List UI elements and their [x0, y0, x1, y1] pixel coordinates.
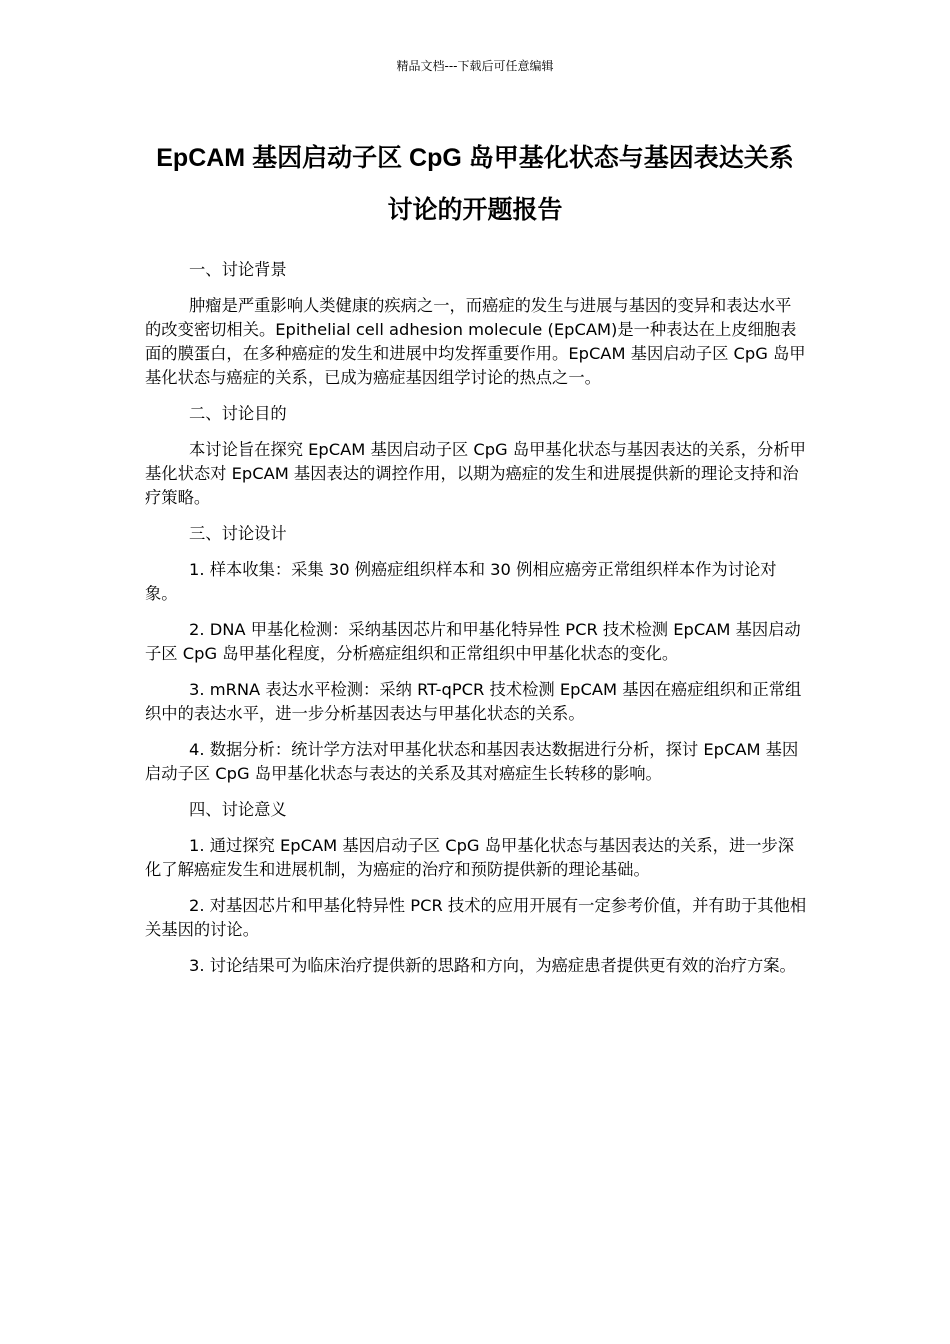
section-heading-design: 三、讨论设计 [189, 524, 287, 543]
title-line-2: 讨论的开题报告 [387, 196, 563, 224]
title-line-1: EpCAM 基因启动子区 CpG 岛甲基化状态与基因表达关系 [156, 144, 794, 172]
significance-item-2: 2. 对基因芯片和甲基化特异性 PCR 技术的应用开展有一定参考价值，并有助于其他相关基因的讨论。 [145, 896, 807, 939]
design-item-3: 3. mRNA 表达水平检测：采纳 RT-qPCR 技术检测 EpCAM 基因在癌症组织和正常组织中的表达水平，进一步分析基因表达与甲基化状态的关系。 [145, 680, 802, 723]
paragraph-purpose: 本讨论旨在探究 EpCAM 基因启动子区 CpG 岛甲基化状态与基因表达的关系，分析甲基化状态对 EpCAM 基因表达的调控作用，以期为癌症的发生和进展提供新的理论支持和治疗策略。 [145, 440, 806, 507]
design-item-1: 1. 样本收集：采集 30 例癌症组织样本和 30 例相应癌旁正常组织样本作为讨论对象。 [145, 560, 777, 603]
significance-item-3: 3. 讨论结果可为临床治疗提供新的思路和方向，为癌症患者提供更有效的治疗方案。 [189, 956, 796, 975]
page-header-note: 精品文档---下载后可任意编辑 [396, 59, 554, 73]
paragraph-background: 肿瘤是严重影响人类健康的疾病之一，而癌症的发生与进展与基因的变异和表达水平的改变密切相关。Epithelial cell adhesion molecule (EpCAM)是一种表达在上皮细胞表面的膜蛋白，在多种癌症的发生和进展中均发挥重要作用。EpCAM 基因启动子区 CpG 岛甲基化状态与癌症的关系，已成为癌症基因组学讨论的热点之一。 [145, 296, 806, 387]
design-item-2: 2. DNA 甲基化检测：采纳基因芯片和甲基化特异性 PCR 技术检测 EpCAM 基因启动子区 CpG 岛甲基化程度，分析癌症组织和正常组织中甲基化状态的变化。 [145, 620, 801, 663]
document-body [145, 258, 807, 990]
design-item-4: 4. 数据分析：统计学方法对甲基化状态和基因表达数据进行分析，探讨 EpCAM 基因启动子区 CpG 岛甲基化状态与表达的关系及其对癌症生长转移的影响。 [145, 740, 799, 783]
section-heading-significance: 四、讨论意义 [189, 800, 287, 819]
document-title [145, 132, 805, 236]
section-heading-purpose: 二、讨论目的 [189, 404, 287, 423]
section-heading-background: 一、讨论背景 [189, 260, 287, 279]
significance-item-1: 1. 通过探究 EpCAM 基因启动子区 CpG 岛甲基化状态与基因表达的关系，进一步深化了解癌症发生和进展机制，为癌症的治疗和预防提供新的理论基础。 [145, 836, 795, 879]
